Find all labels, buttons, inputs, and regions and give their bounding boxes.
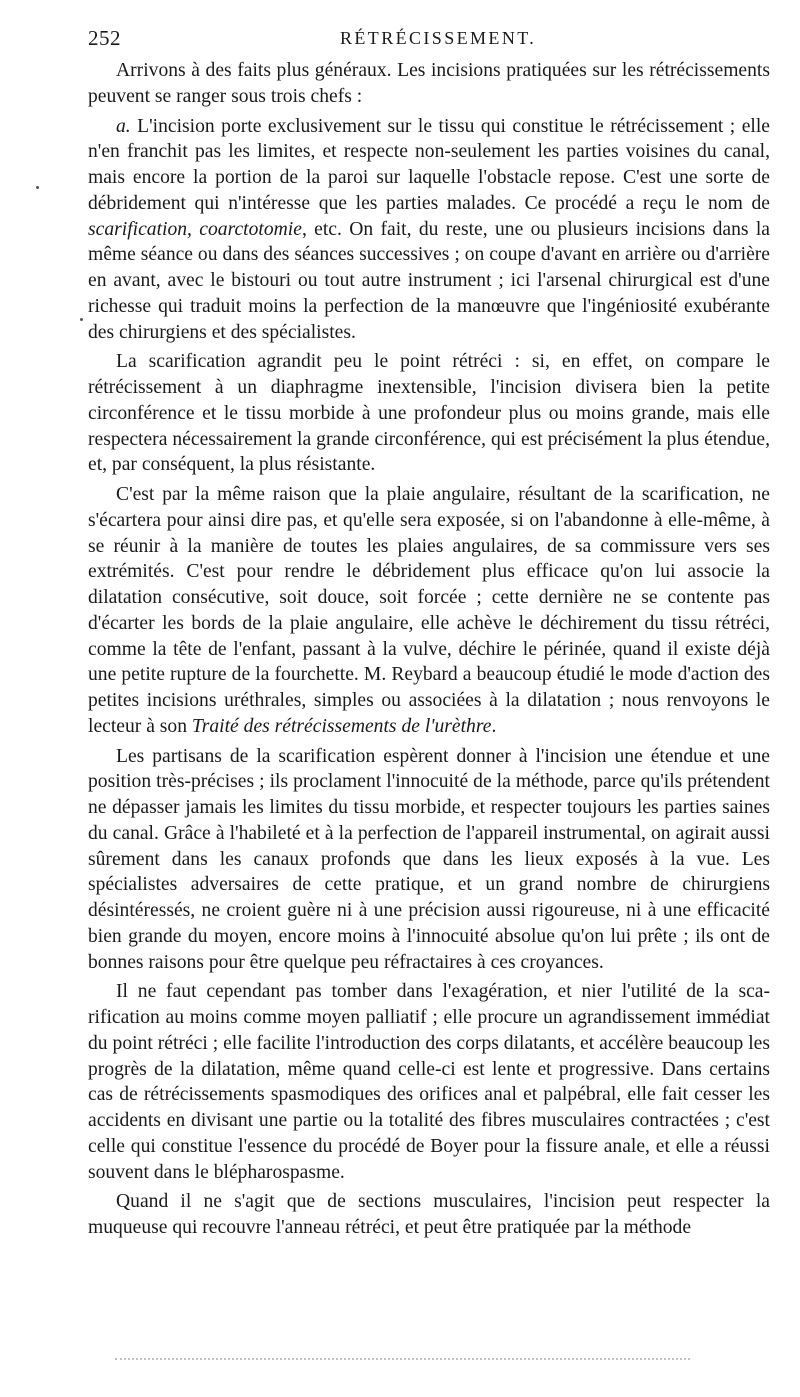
- paragraph-4-text-a: C'est par la même raison que la plaie angulaire, résultant de la scarification, ne s'écartera pour ainsi dire pas, et qu'elle sera exposée, si on l'abandonne à elle-même, à se réunir à la manière de toutes les plaies angulaires, de sa commissure vers ses extrémités. C'est pour rendre le débridement plus efficace qu'on lui associe la dilatation consécutive, soit douce, soit forcée ; cette dernière ne se contente pas d'écarter les bords de la plaie angulaire, elle achève le déchirement du tissu rétréci, comme la tête de l'enfant, passant à la vulve, déchire le périnée, quand il existe déjà une petite rupture de la fourchette. M. Reybard a beaucoup étudié le mode d'action des petites incisions uréthrales, simples ou associées à la dilatation ; nous renvoyons le lecteur à son: [88, 484, 770, 737]
- paragraph-2-text-a: L'incision porte exclusivement sur le tissu qui constitue le rétrécissement ; elle n'en franchit pas les limites, et respecte non-seulement les parties voisines du canal, mais encore la portion de la paroi sur laquelle l'obstacle repose. C'est une sorte de débridement qui n'intéresse que les parties malades. Ce procédé a reçu le nom de: [88, 115, 770, 214]
- running-head: RÉTRÉCISSEMENT.: [340, 28, 537, 48]
- body-text: [88, 58, 770, 1245]
- paragraph-2-italic-terms: scarification, coarctotomie: [88, 218, 302, 240]
- paragraph-4: [88, 482, 770, 740]
- print-speck: [36, 186, 39, 189]
- paragraph-6: Il ne faut cependant pas tomber dans l'exagération, et nier l'utilité de la scarification au moins comme moyen palliatif ; elle procure un agrandissement immédiat du point rétréci ; elle facilite l'introduction des corps dilatants, et accélère beaucoup les progrès de la dilatation, même quand celle-ci est lente et progressive. Dans certains cas de rétrécissements spasmodiques des orifices anal et palpébral, elle fait cesser les accidents en divisant une partie ou la totalité des fibres musculaires contractées ; c'est celle qui constitue l'essence du procédé de Boyer pour la fissure anale, et elle a réussi souvent dans le blépharospasme.: [88, 981, 770, 1183]
- paragraph-2: [88, 114, 770, 346]
- paragraph-1: Arrivons à des faits plus généraux. Les incisions pratiquées sur les rétrécissements peuvent se ranger sous trois chefs :: [88, 60, 770, 107]
- paragraph-4-book-title: Traité des rétrécissements de l'urèthre: [191, 715, 492, 737]
- paragraph-5: Les partisans de la scarification espèrent donner à l'incision une étendue et une position très-précises ; ils proclament l'innocuité de la méthode, parce qu'ils prétendent ne dépasser jamais les limites du tissu morbide, et respecter toujours les parties saines du canal. Grâce à l'habileté et à la perfection de l'appareil instrumental, on agirait aussi sûrement dans les canaux profonds que dans les lieux exposés à la vue. Les spécialistes adversaires de cette pratique, et un grand nombre de chirurgiens désintéressés, ne croient guère ni à une précision aussi rigoureuse, ni à une efficacité bien grande du moyen, encore moins à l'innocuité absolue qu'on lui prête ; ils ont de bonnes raisons pour être quelque peu réfractaires à ces croyances.: [88, 745, 770, 973]
- paragraph-4-text-b: .: [491, 715, 497, 737]
- paragraph-2-text-b: , etc. On fait, du reste, une ou plusieurs incisions dans la même séance ou dans des séances successives ; on coupe d'avant en arrière ou d'arrière en avant, avec le bistouri ou tout autre instrument ; ici l'arsenal chirurgical est d'une richesse qui traduit moins la perfection de la manœuvre que l'ingéniosité exubérante des chirurgiens et des spécialistes.: [88, 218, 770, 343]
- print-speck: [80, 318, 83, 321]
- page-header: [88, 26, 778, 54]
- paragraph-7: Quand il ne s'agit que de sections musculaires, l'incision peut respecter la muqueuse qui recouvre l'anneau rétréci, et peut être pratiquée par la méthode: [88, 1191, 770, 1238]
- bottom-bleed-through: [115, 1358, 690, 1364]
- page-number: 252: [88, 26, 121, 50]
- paragraph-3: La scarification agrandit peu le point rétréci : si, en effet, on compare le rétrécissement à un diaphragme inextensible, l'incision divisera bien la petite circonférence et le tissu morbide à une profondeur plus ou moins grande, mais elle respectera nécessairement la grande circonférence, qui est précisément la plus étendue, et, par conséquent, la plus résistante.: [88, 351, 770, 476]
- list-marker-a: a.: [116, 115, 131, 137]
